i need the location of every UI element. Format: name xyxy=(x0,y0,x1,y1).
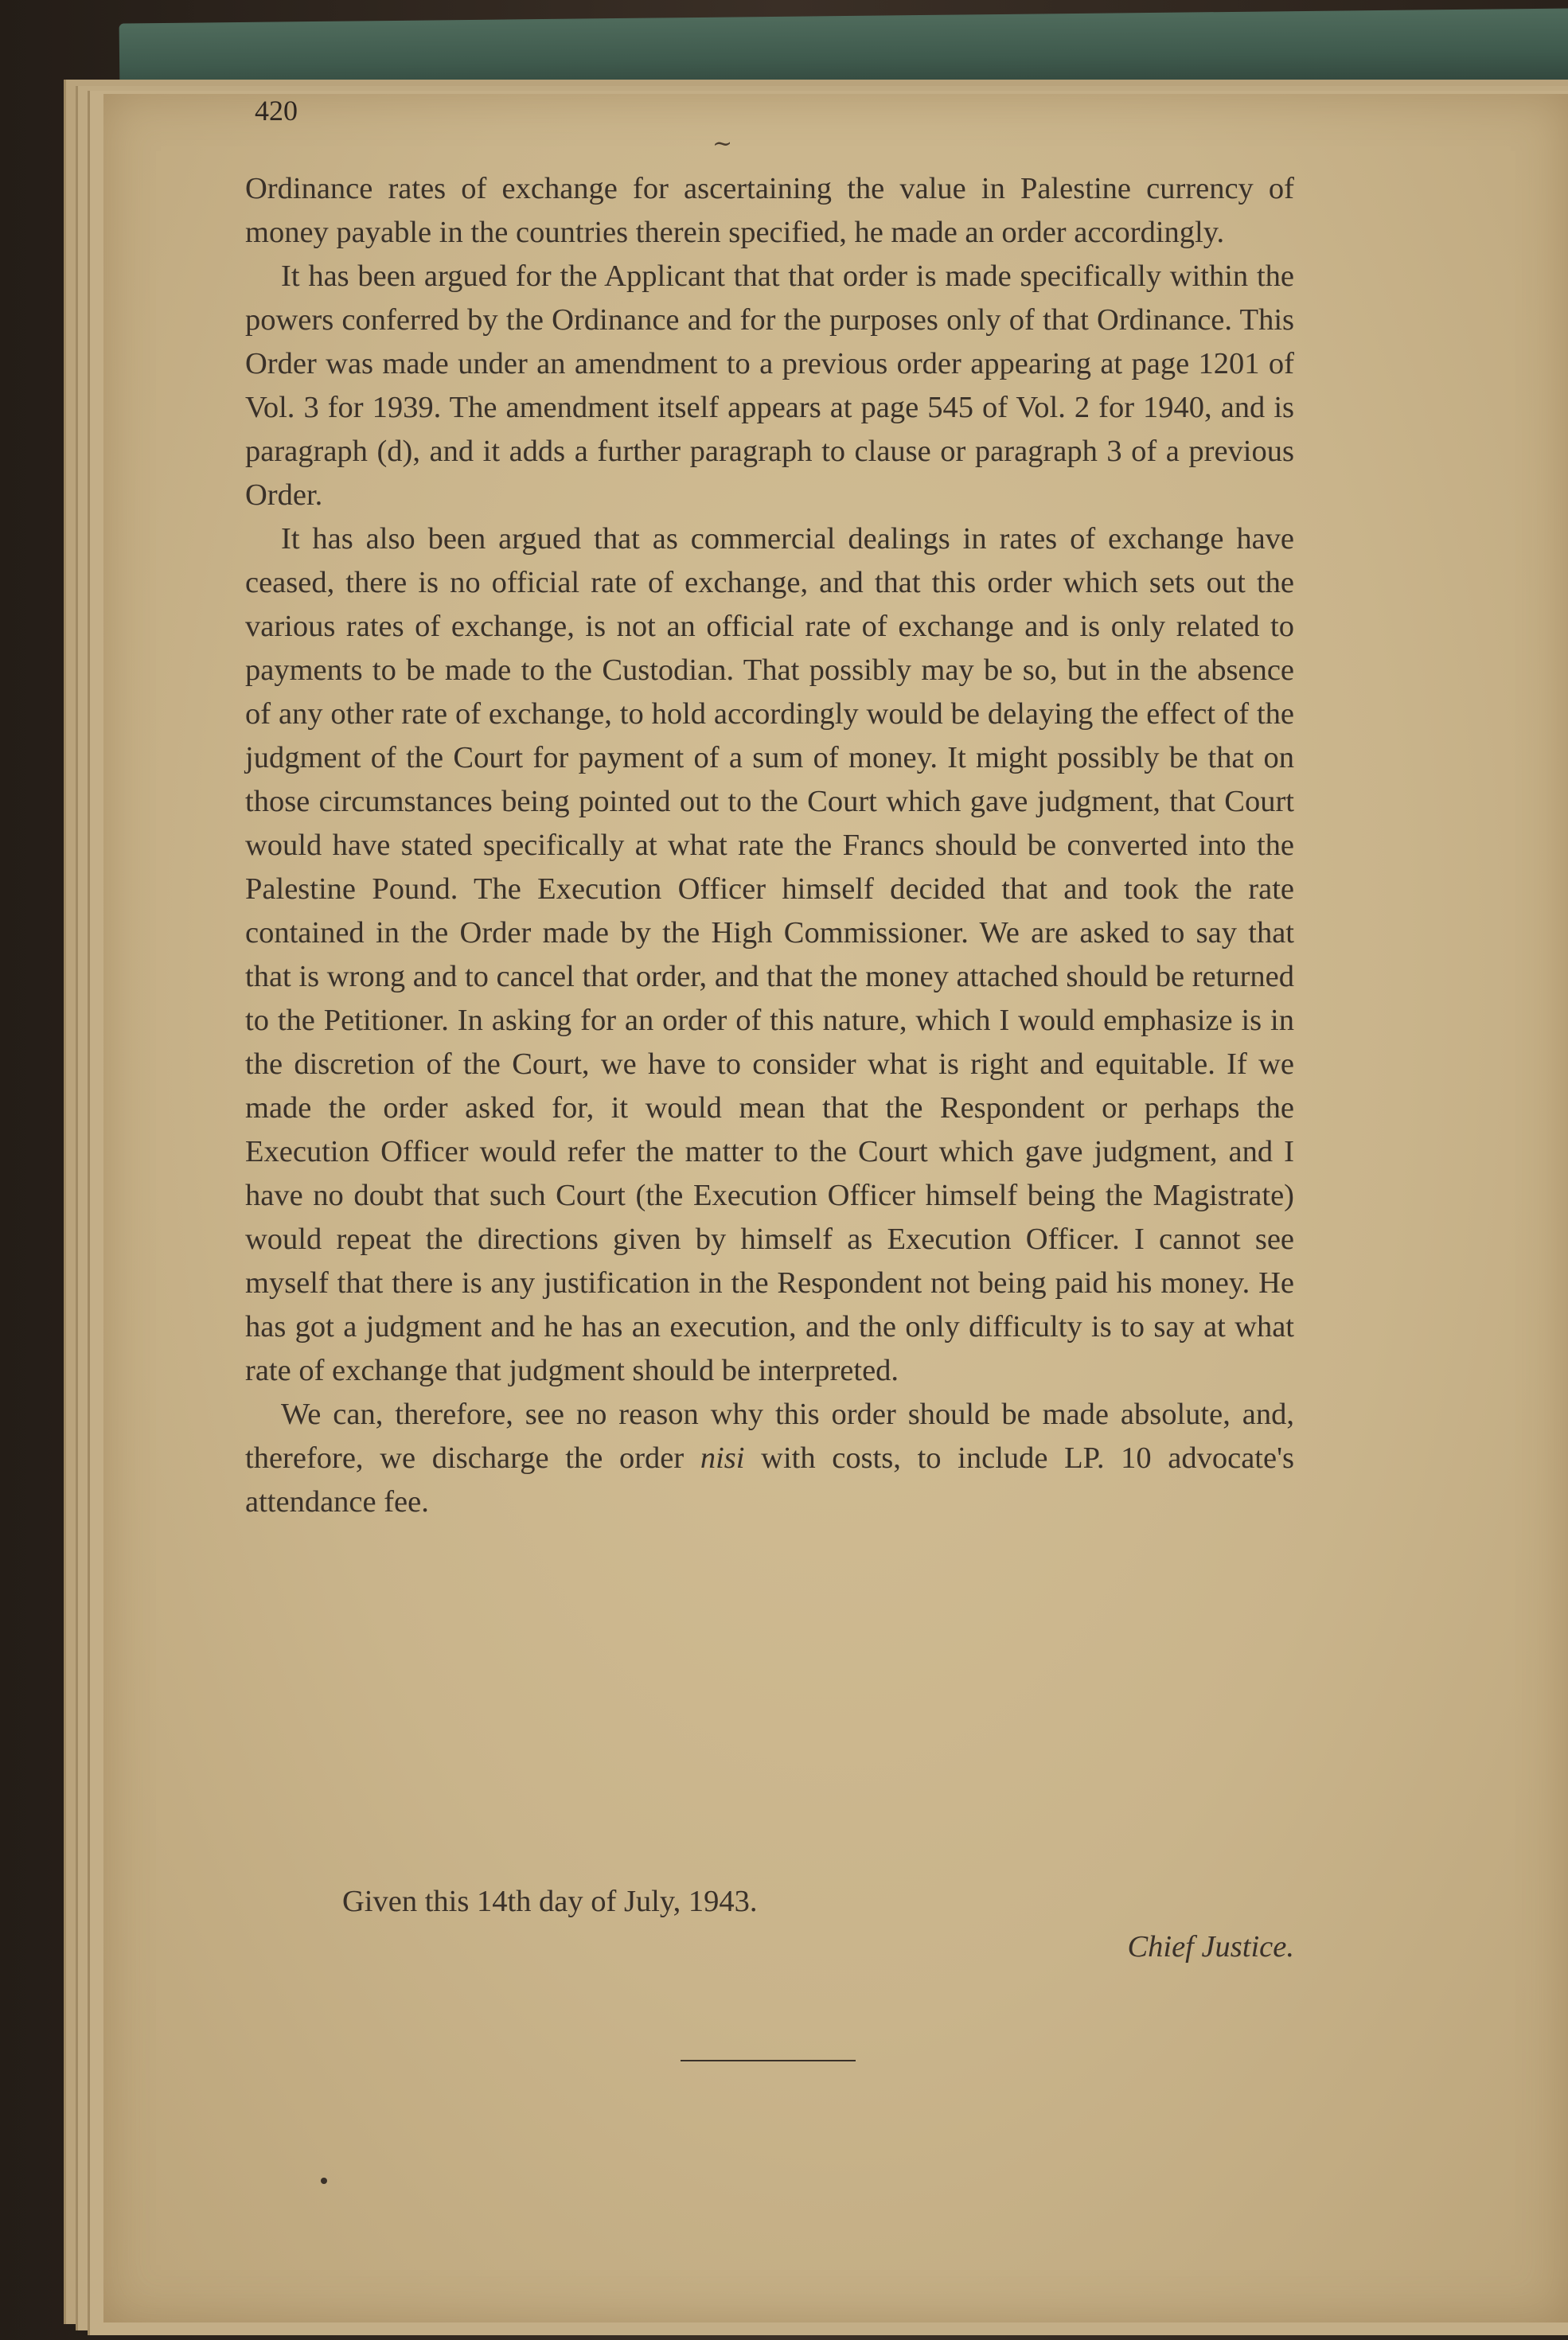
body-text xyxy=(245,167,1294,1524)
date-line: Given this 14th day of July, 1943. xyxy=(342,1885,758,1918)
signature: Chief Justice. xyxy=(1127,1930,1294,1964)
paragraph xyxy=(245,1393,1294,1524)
paragraph: Ordinance rates of exchange for ascertaining the value in Palestine currency of money payable in the countries therein specified, he made an order accordingly. xyxy=(245,172,1294,249)
header-mark: ~ xyxy=(712,130,733,158)
latin-term: nisi xyxy=(700,1441,745,1475)
paragraph: It has been argued for the Applicant that that order is made specifically within the powers conferred by the Ordinance and for the purposes only of that Ordinance. This Order was made under an amendment to a previous order appearing at page 1201 of Vol. 3 for 1939. The amendment itself appears at page 545 of Vol. 2 for 1940, and is paragraph (d), and it adds a further paragraph to clause or paragraph 3 of a previous Order. xyxy=(245,259,1294,512)
divider xyxy=(681,2060,856,2061)
paragraph-text: We can, therefore, see no reason why this order should be made absolute, and, therefore, we discharge the order xyxy=(245,1398,1294,1475)
paper-speck xyxy=(321,2178,327,2184)
paragraph-text: with costs, to include LP. 10 advocate's attendance fee. xyxy=(245,1441,1295,1519)
page-number: 420 xyxy=(255,95,298,127)
paragraph: It has also been argued that as commercial dealings in rates of exchange have ceased, there is no official rate of exchange, and that this order which sets out the various rates of exchange, is not an official rate of exchange and is only related to payments to be made to the Custodian. That possibly may be so, but in the absence of any other rate of exchange, to hold accordingly would be delaying the effect of the judgment of the Court for payment of a sum of money. It might possibly be that on those circumstances being pointed out to the Court which gave judgment, that Court would have stated specifically at what rate the Francs should be converted into the Palestine Pound. The Execution Officer himself decided that and took the rate contained in the Order made by the High Commissioner. We are asked to say that that is wrong and to cancel that order, and that the money attached should be returned to the Petitioner. In asking for an order of this nature, which I would emphasize is in the discretion of the Court, we have to consider what is right and equitable. If we made the order asked for, it would mean that the Respondent or perhaps the Execution Officer would refer the matter to the Court which gave judgment, and I have no doubt that such Court (the Execution Officer himself being the Magistrate) would repeat the directions given by himself as Execution Officer. I cannot see myself that there is any justification in the Respondent not being paid his money. He has got a judgment and he has an execution, and the only difficulty is to say at what rate of exchange that judgment should be interpreted. xyxy=(245,522,1294,1387)
